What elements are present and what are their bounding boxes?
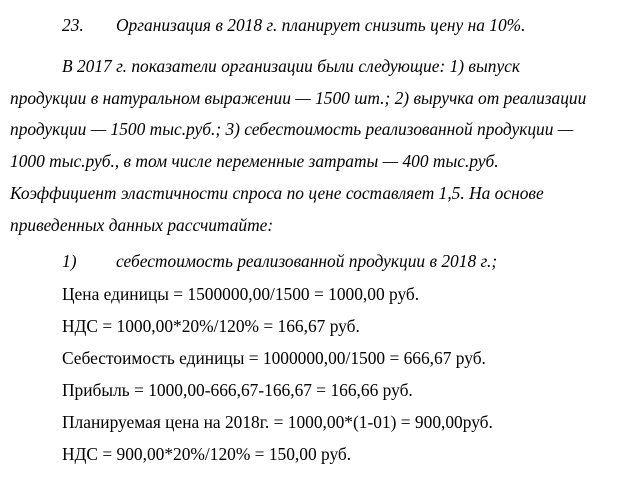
calculation-line bbox=[0, 278, 641, 310]
calculation-line bbox=[0, 310, 641, 342]
calculation-text: НДС = 1000,00*20%/120% = 166,67 руб. bbox=[62, 316, 360, 336]
paragraph-line bbox=[0, 113, 641, 145]
paragraph-line bbox=[0, 209, 641, 241]
paragraph-line bbox=[0, 145, 641, 177]
task-number: 1) bbox=[62, 251, 77, 271]
paragraph-line-text: продукции в натуральном выражении — 1500 шт.; 2) выручка от реализации bbox=[10, 88, 587, 108]
paragraph-line bbox=[0, 50, 641, 82]
paragraph-line-text: 1000 тыс.руб., в том числе переменные затраты — 400 тыс.руб. bbox=[10, 151, 499, 171]
paragraph-line-text: продукции — 1500 тыс.руб.; 3) себестоимость реализованной продукции — bbox=[10, 119, 574, 139]
calculation-text: НДС = 900,00*20%/120% = 150,00 руб. bbox=[62, 444, 352, 464]
paragraph-line bbox=[0, 177, 641, 209]
problem-heading bbox=[0, 9, 641, 41]
calculation-text: Себестоимость единицы = 1000000,00/1500 = 666,67 руб. bbox=[62, 348, 486, 368]
problem-title: Организация в 2018 г. планирует снизить цену на 10%. bbox=[116, 15, 526, 35]
calculation-text: Цена единицы = 1500000,00/1500 = 1000,00 руб. bbox=[62, 284, 420, 304]
calculation-line bbox=[0, 438, 641, 470]
calculation-text: Планируемая цена на 2018г. = 1000,00*(1-01) = 900,00руб. bbox=[62, 412, 493, 432]
paragraph-line bbox=[0, 82, 641, 114]
calculation-line bbox=[0, 374, 641, 406]
calculation-line bbox=[0, 406, 641, 438]
task-item bbox=[0, 245, 641, 277]
problem-number: 23. bbox=[62, 15, 84, 35]
paragraph-line-text: приведенных данных рассчитайте: bbox=[10, 215, 274, 235]
paragraph-line-text: Коэффициент эластичности спроса по цене составляет 1,5. На основе bbox=[10, 183, 544, 203]
calculation-text: Прибыль = 1000,00-666,67-166,67 = 166,66 руб. bbox=[62, 380, 413, 400]
paragraph-line-text: В 2017 г. показатели организации были следующие: 1) выпуск bbox=[62, 56, 521, 76]
calculation-line bbox=[0, 342, 641, 374]
task-text: себестоимость реализованной продукции в 2018 г.; bbox=[116, 251, 498, 271]
